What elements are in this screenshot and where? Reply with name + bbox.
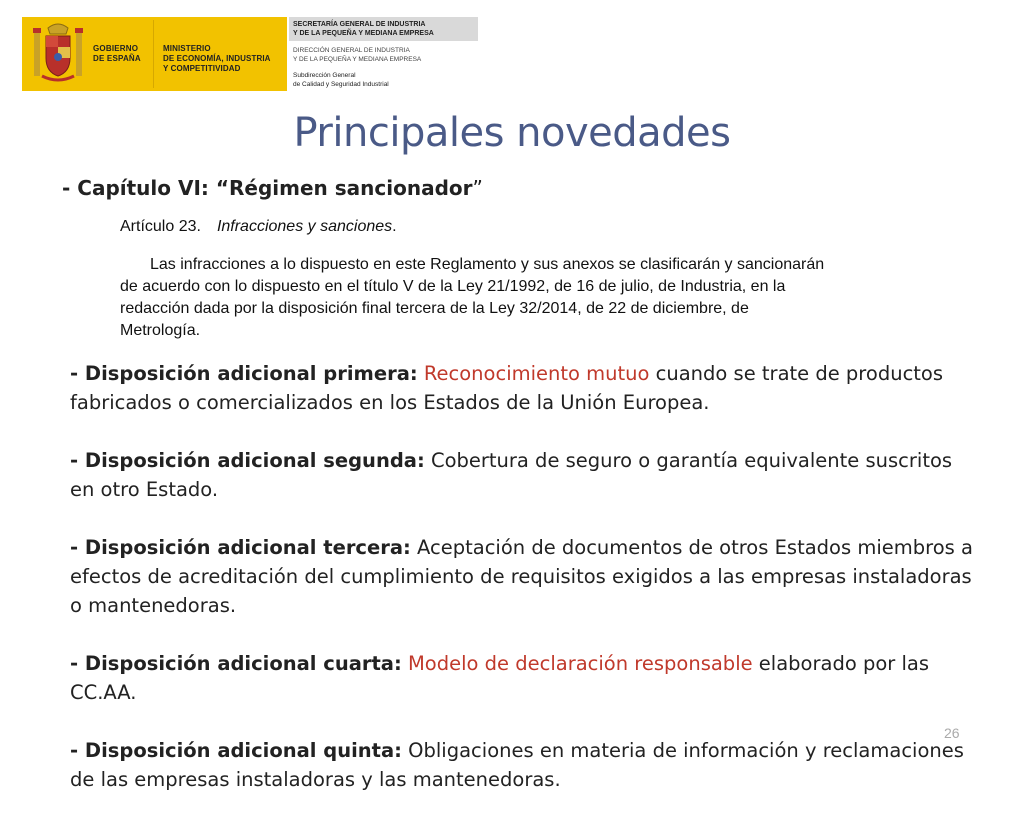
direccion-label: DIRECCIÓN GENERAL DE INDUSTRIA Y DE LA PEQUEÑA Y MEDIANA EMPRESA (293, 47, 422, 63)
list-item: - Disposición adicional quinta: Obligaciones en materia de información y reclamaciones de las empresas instaladoras y las mantenedoras. (70, 739, 964, 791)
list-item: - Disposición adicional tercera: Aceptación de documentos de otros Estados miembros a efectos de acreditación del cumplimiento de requisitos exigidos a las empresas instaladoras o mantenedoras. (70, 536, 973, 617)
list-item: - Disposición adicional segunda: Cobertura de seguro o garantía equivalente suscritos en otro Estado. (70, 449, 953, 501)
coat-of-arms-icon (30, 22, 86, 86)
list-item: - Disposición adicional primera: Reconocimiento mutuo cuando se trate de productos fabricados o comercializados en los Estados de la Unión Europea. (70, 362, 944, 414)
provisions-list (70, 359, 980, 823)
article-heading: Artículo 23. Infracciones y sanciones. (120, 218, 397, 235)
secretaria-label: SECRETARÍA GENERAL DE INDUSTRIA Y DE LA PEQUEÑA Y MEDIANA EMPRESA (293, 21, 434, 37)
page-number: 26 (944, 725, 960, 741)
header-divider (153, 20, 154, 88)
article-body: Las infracciones a lo dispuesto en este Reglamento y sus anexos se clasificarán y sancionarán de acuerdo con lo dispuesto en el título V de la Ley 21/1992, de 16 de julio, de Industria, en la redacción dada por la disposición final tercera de la Ley 32/2014, de 22 de diciembre, de Metrología. (120, 256, 825, 339)
subdireccion-label: Subdirección General de Calidad y Seguridad Industrial (293, 72, 389, 88)
chapter-heading: - Capítulo VI: “Régimen sancionador” (62, 176, 483, 200)
slide-title: Principales novedades (293, 110, 731, 156)
list-item: - Disposición adicional cuarta: Modelo de declaración responsable elaborado por las CC.AA. (70, 652, 930, 704)
ministerio-label: MINISTERIO DE ECONOMÍA, INDUSTRIA Y COMPETITIVIDAD (163, 44, 271, 73)
gobierno-label: GOBIERNO DE ESPAÑA (93, 44, 141, 63)
